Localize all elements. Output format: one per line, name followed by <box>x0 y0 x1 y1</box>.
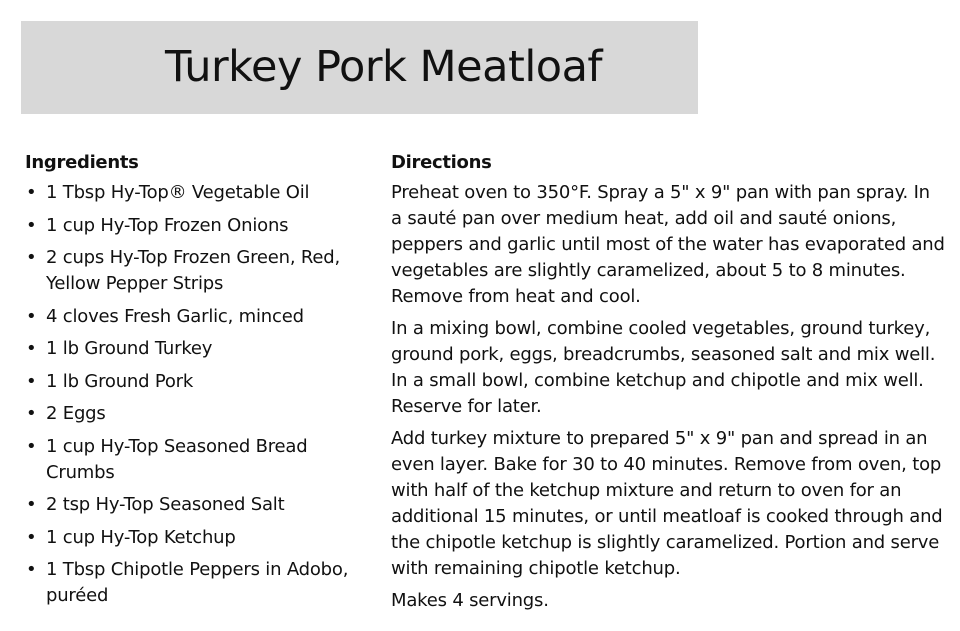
directions-section <box>391 150 946 620</box>
ingredient-text: 2 tsp Hy-Top Seasoned Salt <box>46 494 285 515</box>
ingredient-text: 1 cup Hy-Top Frozen Onions <box>46 214 289 236</box>
list-item <box>25 369 355 395</box>
page-title: Turkey Pork Meatloaf <box>165 42 603 92</box>
bullet-icon: • <box>26 182 37 203</box>
bullet-icon: • <box>26 526 37 548</box>
ingredient-text: 1 Tbsp Hy-Top® Vegetable Oil <box>46 182 310 203</box>
ingredients-list <box>25 180 355 609</box>
ingredients-section <box>25 150 355 616</box>
ingredients-heading: Ingredients <box>25 152 139 173</box>
direction-paragraph: In a mixing bowl, combine cooled vegetables, ground turkey, ground pork, eggs, breadcrumbs, seasoned salt and mix well. In a small bowl, combine ketchup and chipotle and mix well. Reserve for later. <box>391 318 936 417</box>
list-item <box>25 245 355 297</box>
ingredient-text: 1 Tbsp Chipotle Peppers in Adobo, puréed <box>46 559 349 606</box>
directions-heading: Directions <box>391 152 492 173</box>
ingredient-text: 2 Eggs <box>46 403 106 424</box>
bullet-icon: • <box>26 338 37 359</box>
ingredient-text: 1 cup Hy-Top Seasoned Bread Crumbs <box>46 435 308 483</box>
ingredient-text: 1 lb Ground Pork <box>46 370 194 392</box>
bullet-icon: • <box>26 370 37 392</box>
list-item <box>25 525 355 551</box>
ingredient-text: 1 cup Hy-Top Ketchup <box>46 526 236 548</box>
list-item <box>25 180 355 206</box>
servings-note: Makes 4 servings. <box>391 590 549 611</box>
bullet-icon: • <box>26 403 37 424</box>
ingredient-text: 2 cups Hy-Top Frozen Green, Red, Yellow Pepper Strips <box>46 247 341 294</box>
list-item <box>25 336 355 362</box>
list-item <box>25 434 355 486</box>
list-item <box>25 213 355 239</box>
bullet-icon: • <box>26 494 37 515</box>
direction-paragraph: Preheat oven to 350°F. Spray a 5" x 9" pan with pan spray. In a sauté pan over medium heat, add oil and sauté onions, peppers and garlic until most of the water has evaporated and vegetables are slightly caramelized, about 5 to 8 minutes. Remove from heat and cool. <box>391 182 945 307</box>
list-item <box>25 401 355 427</box>
bullet-icon: • <box>26 247 37 268</box>
ingredient-text: 4 cloves Fresh Garlic, minced <box>46 305 304 327</box>
bullet-icon: • <box>26 214 37 236</box>
bullet-icon: • <box>26 559 37 580</box>
list-item <box>25 557 355 609</box>
list-item <box>25 304 355 330</box>
bullet-icon: • <box>26 435 37 457</box>
list-item <box>25 492 355 518</box>
ingredient-text: 1 lb Ground Turkey <box>46 338 213 359</box>
direction-paragraph: Add turkey mixture to prepared 5" x 9" pan and spread in an even layer. Bake for 30 to 40 minutes. Remove from oven, top with half of the ketchup mixture and return to oven for an additional 15 minutes, or until meatloaf is cooked through and the chipotle ketchup is slightly caramelized. Portion and serve with remaining chipotle ketchup. <box>391 428 943 579</box>
bullet-icon: • <box>26 305 37 327</box>
